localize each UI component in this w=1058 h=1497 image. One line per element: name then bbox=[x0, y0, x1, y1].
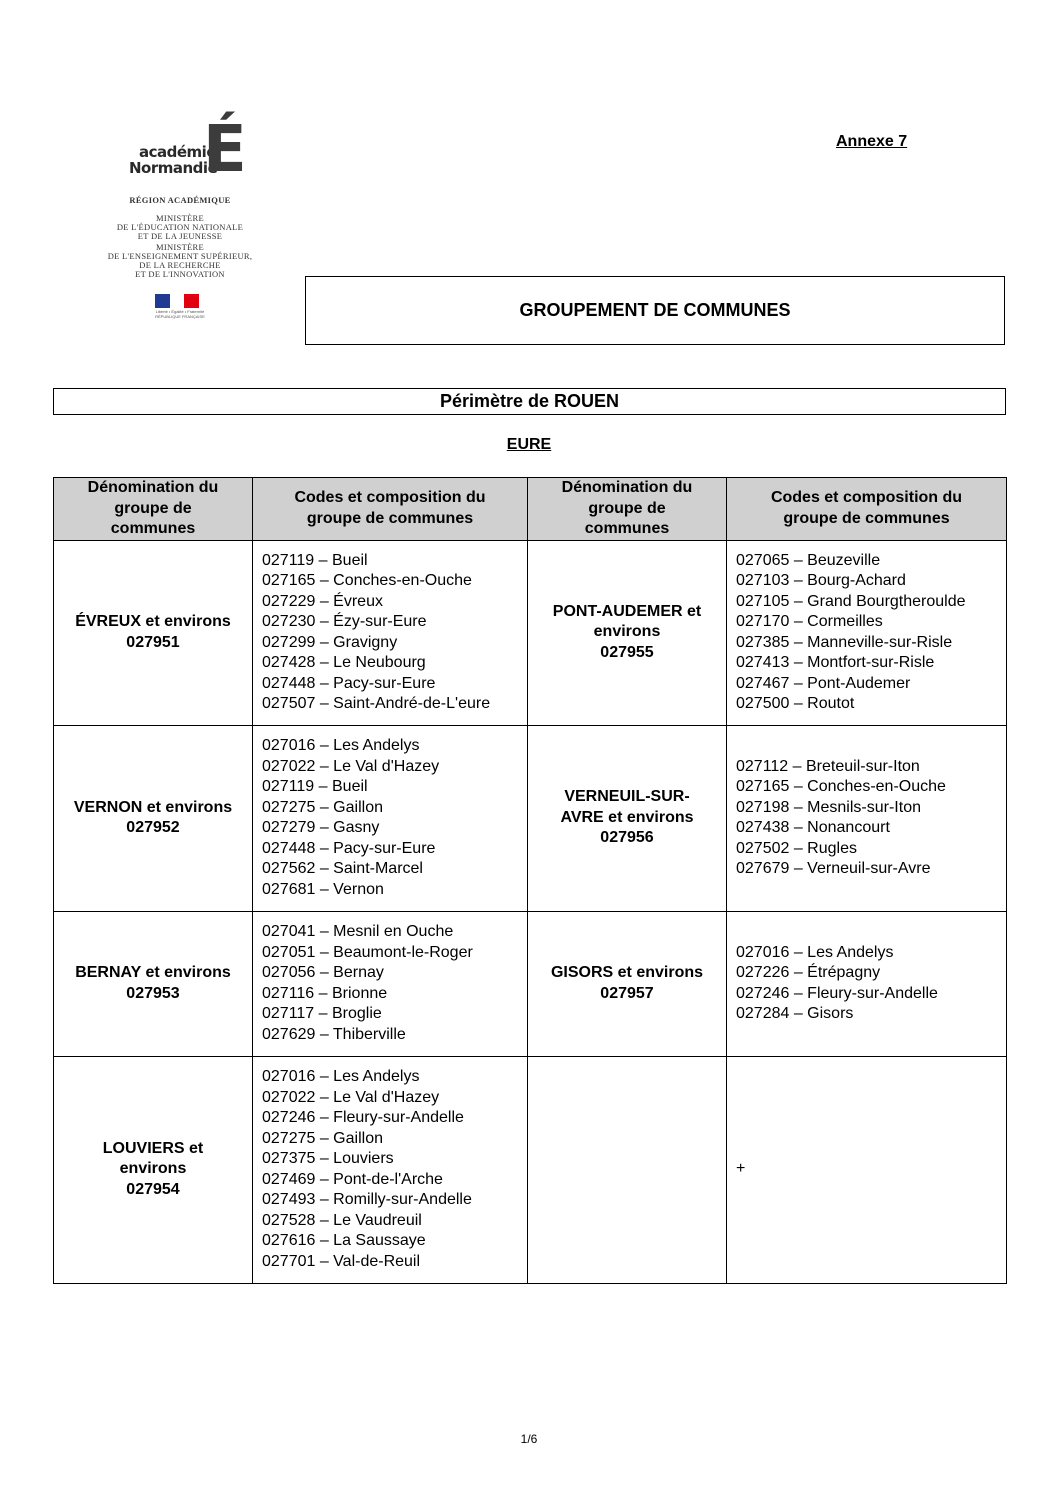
left-group-codes bbox=[253, 725, 528, 911]
header-text-line: Dénomination du bbox=[561, 479, 693, 496]
commune-code-item: 027119 – Bueil bbox=[262, 778, 368, 795]
header-text-line: communes bbox=[110, 520, 196, 537]
right-group-name bbox=[528, 725, 727, 911]
logo-ministry-2-line: DE L'ENSEIGNEMENT SUPÉRIEUR, bbox=[107, 251, 253, 261]
right-group-codes bbox=[727, 911, 1007, 1056]
header-text-line: Codes et composition du bbox=[770, 489, 963, 507]
group-name-line: 027952 bbox=[126, 819, 180, 836]
commune-code-item: 027105 – Grand Bourgtheroulde bbox=[736, 592, 966, 610]
logo-word-academie: académie bbox=[139, 143, 216, 161]
logo-e-letter: É bbox=[203, 113, 247, 187]
french-flag-icon bbox=[155, 294, 199, 308]
commune-code-item: 027246 – Fleury-sur-Andelle bbox=[736, 984, 938, 1002]
right-group-name bbox=[528, 911, 727, 1056]
commune-code-item: 027701 – Val-de-Reuil bbox=[262, 1252, 421, 1270]
commune-code-item: + bbox=[736, 1160, 746, 1178]
header-codes bbox=[253, 478, 528, 541]
header-codes bbox=[727, 478, 1007, 541]
group-name-line: environs bbox=[119, 1160, 187, 1178]
header-text-line: groupe de bbox=[114, 499, 192, 517]
group-name-line: BERNAY et environs bbox=[75, 964, 231, 981]
commune-code-item: 027448 – Pacy-sur-Eure bbox=[262, 839, 436, 857]
commune-code-item: 027413 – Montfort-sur-Risle bbox=[736, 654, 935, 671]
header-text-line: Codes et composition du bbox=[294, 489, 486, 507]
table-row bbox=[54, 911, 1007, 1056]
commune-code-item: 027065 – Beuzeville bbox=[736, 551, 881, 569]
commune-code-item: 027056 – Bernay bbox=[262, 964, 384, 981]
group-name-line: 027957 bbox=[600, 984, 654, 1002]
commune-code-item: 027299 – Gravigny bbox=[262, 633, 398, 651]
commune-code-item: 027103 – Bourg-Achard bbox=[736, 572, 906, 589]
flag-white bbox=[170, 294, 185, 308]
logo-motto: Liberté • Égalité • Fraternité bbox=[155, 309, 205, 314]
commune-code-item: 027170 – Cormeilles bbox=[736, 613, 883, 630]
header-denomination bbox=[54, 478, 253, 541]
commune-code-item: 027112 – Breteuil-sur-Iton bbox=[736, 757, 920, 775]
left-group-name bbox=[54, 725, 253, 911]
group-name-line: AVRE et environs bbox=[560, 808, 694, 826]
right-group-codes bbox=[727, 1056, 1007, 1283]
logo-ministry-2-line: MINISTÈRE bbox=[155, 242, 205, 252]
commune-code-item: 027230 – Ézy-sur-Eure bbox=[262, 613, 427, 630]
commune-code-item: 027246 – Fleury-sur-Andelle bbox=[262, 1109, 464, 1126]
group-name-line: ÉVREUX et environs bbox=[75, 613, 231, 630]
group-name-line: VERNEUIL-SUR- bbox=[564, 788, 690, 806]
group-name-line: 027955 bbox=[600, 643, 654, 661]
group-name-line: 027951 bbox=[126, 633, 180, 651]
logo-ministry-1-line: DE L'ÉDUCATION NATIONALE bbox=[116, 222, 244, 232]
commune-code-item: 027275 – Gaillon bbox=[262, 798, 383, 816]
left-group-name bbox=[54, 1056, 253, 1283]
commune-code-item: 027469 – Pont-de-l'Arche bbox=[262, 1170, 443, 1188]
group-name-line: VERNON et environs bbox=[73, 798, 233, 816]
commune-code-item: 027022 – Le Val d'Hazey bbox=[262, 1088, 440, 1106]
commune-code-item: 027284 – Gisors bbox=[736, 1005, 854, 1022]
commune-code-item: 027117 – Broglie bbox=[262, 1005, 382, 1022]
table-row bbox=[54, 540, 1007, 725]
commune-code-item: 027562 – Saint-Marcel bbox=[262, 860, 423, 877]
left-group-codes bbox=[253, 911, 528, 1056]
commune-code-item: 027681 – Vernon bbox=[262, 880, 384, 898]
commune-code-item: 027041 – Mesnil en Ouche bbox=[262, 923, 454, 940]
header-denomination bbox=[528, 478, 727, 541]
logo-ministry-2-line: DE LA RECHERCHE bbox=[139, 260, 221, 270]
logo-ministry-1-line: MINISTÈRE bbox=[155, 213, 205, 223]
group-name-line: PONT-AUDEMER et bbox=[552, 602, 702, 620]
commune-code-item: 027165 – Conches-en-Ouche bbox=[262, 572, 472, 589]
logo-ministry-1-line: ET DE LA JEUNESSE bbox=[137, 231, 223, 241]
table-row bbox=[54, 725, 1007, 911]
commune-code-item: 027116 – Brionne bbox=[262, 984, 388, 1002]
commune-code-item: 027467 – Pont-Audemer bbox=[736, 674, 911, 692]
department-heading: EURE bbox=[506, 436, 552, 453]
header-text-line: Dénomination du bbox=[87, 479, 219, 496]
logo-region: RÉGION ACADÉMIQUE bbox=[129, 195, 231, 205]
group-name-line: LOUVIERS et bbox=[102, 1139, 204, 1157]
flag-red bbox=[184, 294, 199, 308]
commune-code-item: 027375 – Louviers bbox=[262, 1150, 394, 1167]
left-group-codes bbox=[253, 540, 528, 725]
commune-code-item: 027275 – Gaillon bbox=[262, 1129, 383, 1147]
left-group-name bbox=[54, 911, 253, 1056]
commune-code-item: 027016 – Les Andelys bbox=[262, 737, 420, 754]
page-title: GROUPEMENT DE COMMUNES bbox=[305, 276, 1005, 345]
group-name-line: GISORS et environs bbox=[550, 964, 704, 981]
logo-ministry-2-line: ET DE L'INNOVATION bbox=[135, 269, 225, 279]
header-text-line: groupe de communes bbox=[306, 509, 474, 527]
commune-code-item: 027229 – Évreux bbox=[262, 592, 383, 610]
perimetre-heading: Périmètre de ROUEN bbox=[53, 388, 1006, 415]
commune-code-item: 027500 – Routot bbox=[736, 695, 855, 712]
logo-word-normandie: Normandie bbox=[129, 159, 218, 177]
commune-code-item: 027165 – Conches-en-Ouche bbox=[736, 778, 946, 795]
commune-code-item: 027629 – Thiberville bbox=[262, 1025, 406, 1043]
commune-code-item: 027448 – Pacy-sur-Eure bbox=[262, 674, 436, 692]
commune-code-item: 027507 – Saint-André-de-L'eure bbox=[262, 695, 491, 712]
table-row bbox=[54, 1056, 1007, 1283]
commune-code-item: 027279 – Gasny bbox=[262, 819, 380, 836]
commune-code-item: 027428 – Le Neubourg bbox=[262, 654, 426, 671]
header-text-line: communes bbox=[584, 520, 670, 537]
commune-code-item: 027616 – La Saussaye bbox=[262, 1232, 426, 1249]
commune-code-item: 027528 – Le Vaudreuil bbox=[262, 1211, 422, 1229]
group-name-line: 027953 bbox=[126, 984, 180, 1002]
annexe-label: Annexe 7 bbox=[836, 133, 908, 150]
commune-code-item: 027198 – Mesnils-sur-Iton bbox=[736, 798, 921, 816]
logo-ministry-2 bbox=[75, 243, 285, 279]
commune-code-item: 027502 – Rugles bbox=[736, 839, 857, 857]
right-group-codes bbox=[727, 540, 1007, 725]
commune-code-item: 027022 – Le Val d'Hazey bbox=[262, 757, 440, 775]
group-name-line: 027956 bbox=[600, 829, 654, 847]
commune-code-item: 027051 – Beaumont-le-Roger bbox=[262, 943, 473, 961]
commune-code-item: 027016 – Les Andelys bbox=[262, 1068, 420, 1085]
header-text-line: groupe de communes bbox=[783, 509, 950, 527]
commune-code-item: 027119 – Bueil bbox=[262, 551, 368, 569]
right-group-codes bbox=[727, 725, 1007, 911]
logo-republic: RÉPUBLIQUE FRANÇAISE bbox=[155, 314, 205, 319]
right-group-name bbox=[528, 540, 727, 725]
page-number: 1/6 bbox=[520, 1432, 538, 1446]
header-text-line: groupe de bbox=[588, 499, 666, 517]
group-name-line: environs bbox=[593, 623, 661, 641]
communes-table bbox=[53, 477, 1007, 1284]
flag-blue bbox=[155, 294, 170, 308]
table-header-row bbox=[54, 478, 1007, 541]
commune-code-item: 027226 – Étrépagny bbox=[736, 964, 881, 981]
academie-normandie-logo bbox=[75, 98, 285, 338]
commune-code-item: 027016 – Les Andelys bbox=[736, 943, 894, 961]
commune-code-item: 027493 – Romilly-sur-Andelle bbox=[262, 1191, 472, 1208]
commune-code-item: 027385 – Manneville-sur-Risle bbox=[736, 633, 953, 651]
right-group-name bbox=[528, 1056, 727, 1283]
left-group-name bbox=[54, 540, 253, 725]
commune-code-item: 027679 – Verneuil-sur-Avre bbox=[736, 860, 931, 877]
commune-code-item: 027438 – Nonancourt bbox=[736, 819, 890, 836]
left-group-codes bbox=[253, 1056, 528, 1283]
logo-ministry-1 bbox=[75, 214, 285, 241]
group-name-line: 027954 bbox=[126, 1180, 180, 1198]
